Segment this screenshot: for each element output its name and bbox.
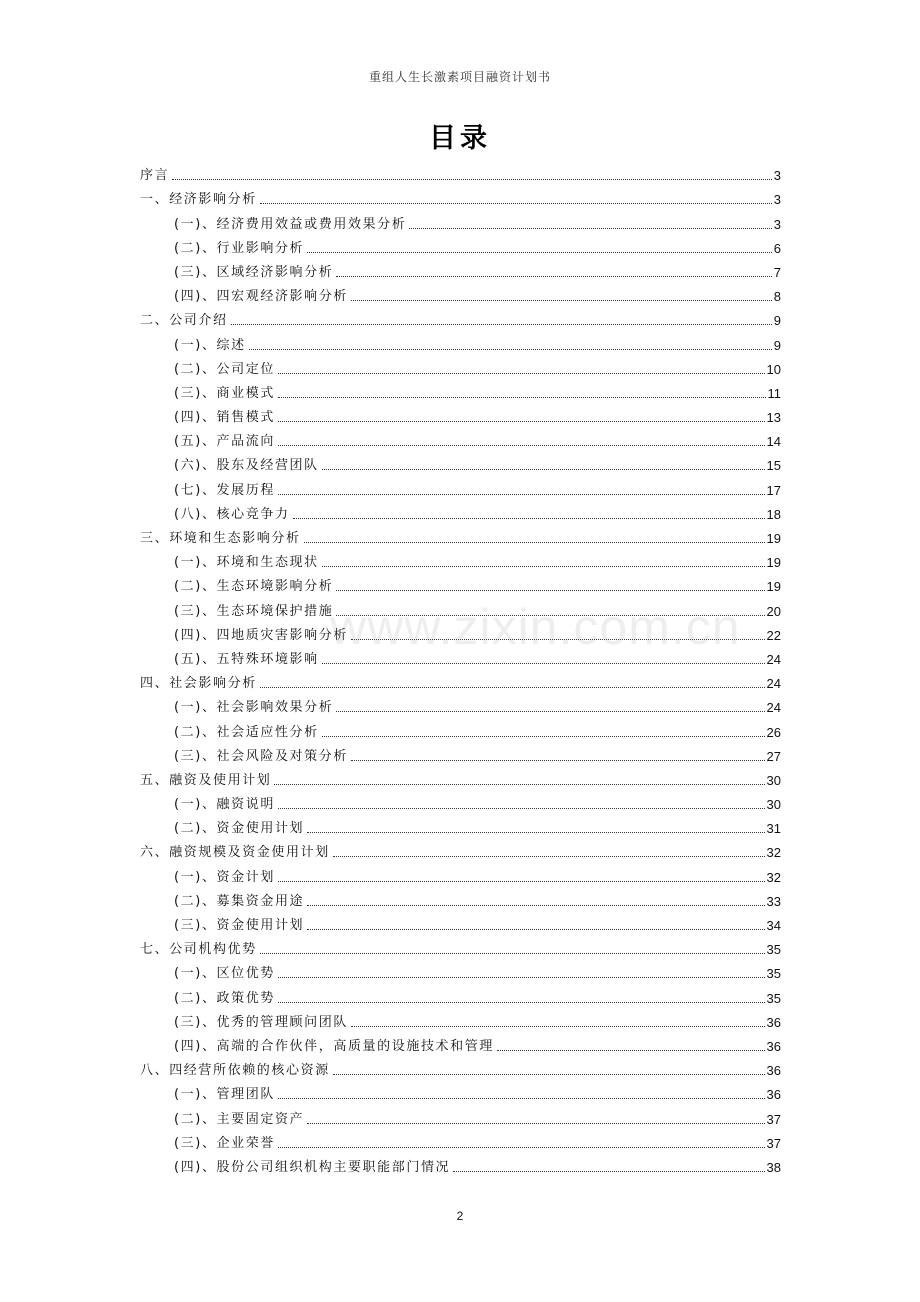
toc-entry-page-number: 36 [766,1063,781,1079]
toc-entry-label: (一)、经济费用效益或费用效果分析 [174,216,407,232]
toc-section-entry[interactable] [140,668,781,692]
toc-entry-page-number: 13 [766,410,781,426]
toc-subsection-entry[interactable] [140,692,781,716]
toc-dot-leader [278,977,765,978]
toc-dot-leader [336,590,764,591]
toc-entry-label: (四)、高端的合作伙伴，高质量的设施技术和管理 [174,1038,494,1054]
toc-dot-leader [322,566,765,567]
toc-entry-page-number: 24 [766,676,781,692]
toc-subsection-entry[interactable] [140,789,781,813]
toc-entry-label: (二)、主要固定资产 [174,1111,305,1127]
toc-entry-label: (一)、资金计划 [174,869,275,885]
toc-entry-page-number: 35 [766,990,781,1006]
toc-entry-page-number: 9 [773,337,781,353]
toc-entry-label: (八)、核心竞争力 [174,506,290,522]
toc-subsection-entry[interactable] [140,620,781,644]
toc-entry-label: (二)、政策优势 [174,990,275,1006]
toc-entry-page-number: 20 [766,603,781,619]
toc-entry-page-number: 30 [766,772,781,788]
toc-dot-leader [307,1123,764,1124]
toc-section-entry[interactable] [140,184,781,208]
toc-section-entry[interactable] [140,160,781,184]
toc-subsection-entry[interactable] [140,354,781,378]
toc-dot-leader [307,929,764,930]
toc-entry-label: (五)、产品流向 [174,434,275,450]
toc-entry-label: (三)、商业模式 [174,385,275,401]
toc-subsection-entry[interactable] [140,402,781,426]
toc-entry-page-number: 3 [773,216,781,232]
toc-entry-label: 二、公司介绍 [140,313,228,329]
toc-dot-leader [351,300,772,301]
toc-dot-leader [351,639,765,640]
toc-entry-label: 五、融资及使用计划 [140,772,272,788]
toc-entry-label: (二)、生态环境影响分析 [174,579,334,595]
toc-dot-leader [260,203,772,204]
toc-entry-page-number: 31 [766,821,781,837]
toc-subsection-entry[interactable] [140,426,781,450]
toc-dot-leader [409,228,771,229]
toc-entry-label: (三)、生态环境保护措施 [174,603,334,619]
toc-entry-page-number: 19 [766,555,781,571]
toc-entry-page-number: 19 [766,531,781,546]
toc-dot-leader [322,663,765,664]
toc-subsection-entry[interactable] [140,1128,781,1152]
toc-entry-page-number: 3 [773,168,781,184]
toc-entry-label: 序言 [140,168,170,184]
toc-entry-label: 四、社会影响分析 [140,676,257,692]
toc-dot-leader [278,494,765,495]
toc-entry-label: (三)、资金使用计划 [174,918,305,933]
toc-entry-page-number: 36 [766,1087,781,1103]
toc-entry-label: (一)、管理团队 [174,1087,275,1103]
toc-dot-leader [260,687,765,688]
toc-section-entry[interactable] [140,523,781,547]
watermark: www.zixin.com.cn [330,599,741,655]
toc-entry-label: (一)、融资说明 [174,797,275,813]
toc-entry-label: 一、经济影响分析 [140,192,257,208]
toc-dot-leader [307,832,764,833]
toc-entry-label: (五)、五特殊环境影响 [174,651,319,667]
toc-dot-leader [453,1171,764,1172]
toc-dot-leader [336,711,764,712]
toc-entry-label: (二)、社会适应性分析 [174,724,319,740]
toc-entry-label: (四)、股份公司组织机构主要职能部门情况 [174,1159,451,1175]
toc-subsection-entry[interactable] [140,1007,781,1031]
toc-subsection-entry[interactable] [140,499,781,523]
toc-entry-page-number: 7 [773,264,781,280]
toc-entry-page-number: 19 [766,579,781,595]
toc-entry-label: (四)、销售模式 [174,410,275,426]
toc-entry-label: (二)、行业影响分析 [174,240,305,256]
toc-entry-page-number: 36 [766,1038,781,1054]
toc-entry-page-number: 15 [766,458,781,474]
toc-entry-page-number: 6 [773,240,781,256]
toc-dot-leader [307,905,764,906]
toc-dot-leader [336,276,771,277]
toc-entry-page-number: 32 [766,845,781,861]
toc-section-entry[interactable] [140,765,781,789]
toc-section-entry[interactable] [140,1055,781,1079]
toc-entry-page-number: 38 [766,1159,781,1175]
toc-entry-page-number: 9 [773,313,781,329]
toc-dot-leader [333,856,765,857]
toc-entry-page-number: 22 [766,627,781,643]
toc-subsection-entry[interactable] [140,1103,781,1127]
toc-dot-leader [278,1098,765,1099]
toc-dot-leader [278,445,765,446]
toc-entry-page-number: 33 [766,893,781,909]
toc-dot-leader [278,881,765,882]
toc-entry-label: (二)、募集资金用途 [174,893,305,909]
toc-entry-page-number: 36 [766,1014,781,1030]
toc-entry-label: (六)、股东及经营团队 [174,458,319,474]
toc-dot-leader [278,421,765,422]
toc-entry-page-number: 24 [766,700,781,716]
toc-subsection-entry[interactable] [140,547,781,571]
toc-dot-leader [351,760,765,761]
toc-subsection-entry[interactable] [140,741,781,765]
toc-entry-label: (三)、企业荣誉 [174,1135,275,1151]
toc-entry-label: (二)、资金使用计划 [174,821,305,837]
toc-entry-page-number: 10 [766,361,781,377]
toc-dot-leader [304,542,765,543]
toc-subsection-entry[interactable] [140,450,781,474]
toc-subsection-entry[interactable] [140,861,781,885]
toc-entry-page-number: 30 [766,797,781,813]
toc-subsection-entry[interactable] [140,474,781,498]
toc-dot-leader [307,252,772,253]
toc-dot-leader [336,615,764,616]
toc-dot-leader [322,469,765,470]
toc-dot-leader [322,736,765,737]
toc-entry-label: (二)、公司定位 [174,361,275,377]
toc-entry-page-number: 34 [766,918,781,933]
toc-entry-label: (一)、环境和生态现状 [174,555,319,571]
toc-entry-label: (三)、区域经济影响分析 [174,264,334,280]
toc-entry-page-number: 14 [766,434,781,450]
toc-dot-leader [293,518,765,519]
toc-entry-label: (一)、综述 [174,337,246,353]
toc-dot-leader [278,397,766,398]
toc-subsection-entry[interactable] [140,886,781,910]
toc-subsection-entry[interactable] [140,982,781,1006]
toc-subsection-entry[interactable] [140,257,781,281]
toc-title: 目录 [429,123,491,154]
toc-dot-leader [231,324,772,325]
toc-dot-leader [260,953,765,954]
toc-entry-page-number: 24 [766,651,781,667]
toc-entry-label: (四)、四宏观经济影响分析 [174,289,348,305]
toc-entry-label: 七、公司机构优势 [140,942,257,958]
toc-dot-leader [333,1074,765,1075]
toc-dot-leader [274,784,764,785]
toc-entry-label: (三)、社会风险及对策分析 [174,748,348,764]
toc-entry-label: 六、融资规模及资金使用计划 [140,845,330,861]
toc-entry-page-number: 37 [766,1135,781,1151]
toc-subsection-entry[interactable] [140,378,781,402]
page-number: 2 [456,1209,464,1223]
table-of-contents [140,160,781,1176]
toc-subsection-entry[interactable] [140,958,781,982]
toc-entry-page-number: 35 [766,966,781,982]
running-header: 重组人生长激素项目融资计划书 [368,70,551,84]
toc-section-entry[interactable] [140,837,781,861]
toc-entry-label: 三、环境和生态影响分析 [140,531,301,546]
toc-dot-leader [249,349,772,350]
toc-entry-label: (七)、发展历程 [174,482,275,498]
toc-subsection-entry[interactable] [140,233,781,257]
toc-dot-leader [278,808,765,809]
toc-dot-leader [278,1002,765,1003]
toc-subsection-entry[interactable] [140,281,781,305]
toc-entry-page-number: 35 [766,942,781,958]
toc-section-entry[interactable] [140,934,781,958]
toc-subsection-entry[interactable] [140,595,781,619]
toc-dot-leader [278,373,765,374]
toc-dot-leader [497,1050,765,1051]
toc-subsection-entry[interactable] [140,910,781,934]
toc-section-entry[interactable] [140,305,781,329]
toc-subsection-entry[interactable] [140,813,781,837]
toc-entry-page-number: 26 [766,724,781,740]
toc-entry-page-number: 11 [767,385,781,401]
toc-subsection-entry[interactable] [140,1152,781,1176]
toc-entry-page-number: 27 [766,748,781,764]
toc-entry-label: (一)、区位优势 [174,966,275,982]
toc-entry-page-number: 18 [766,506,781,522]
toc-entry-label: (三)、优秀的管理顾问团队 [174,1014,348,1030]
toc-entry-page-number: 3 [773,192,781,208]
toc-subsection-entry[interactable] [140,1079,781,1103]
toc-subsection-entry[interactable] [140,208,781,232]
toc-entry-page-number: 17 [766,482,781,498]
toc-subsection-entry[interactable] [140,329,781,353]
toc-entry-page-number: 8 [773,289,781,305]
toc-entry-page-number: 32 [766,869,781,885]
toc-entry-page-number: 37 [766,1111,781,1127]
toc-dot-leader [278,1147,765,1148]
toc-subsection-entry[interactable] [140,644,781,668]
toc-entry-label: (一)、社会影响效果分析 [174,700,334,716]
toc-subsection-entry[interactable] [140,571,781,595]
toc-subsection-entry[interactable] [140,716,781,740]
toc-subsection-entry[interactable] [140,1031,781,1055]
toc-dot-leader [172,179,772,180]
toc-entry-label: (四)、四地质灾害影响分析 [174,627,348,643]
toc-entry-label: 八、四经营所依赖的核心资源 [140,1063,330,1079]
toc-dot-leader [351,1026,765,1027]
